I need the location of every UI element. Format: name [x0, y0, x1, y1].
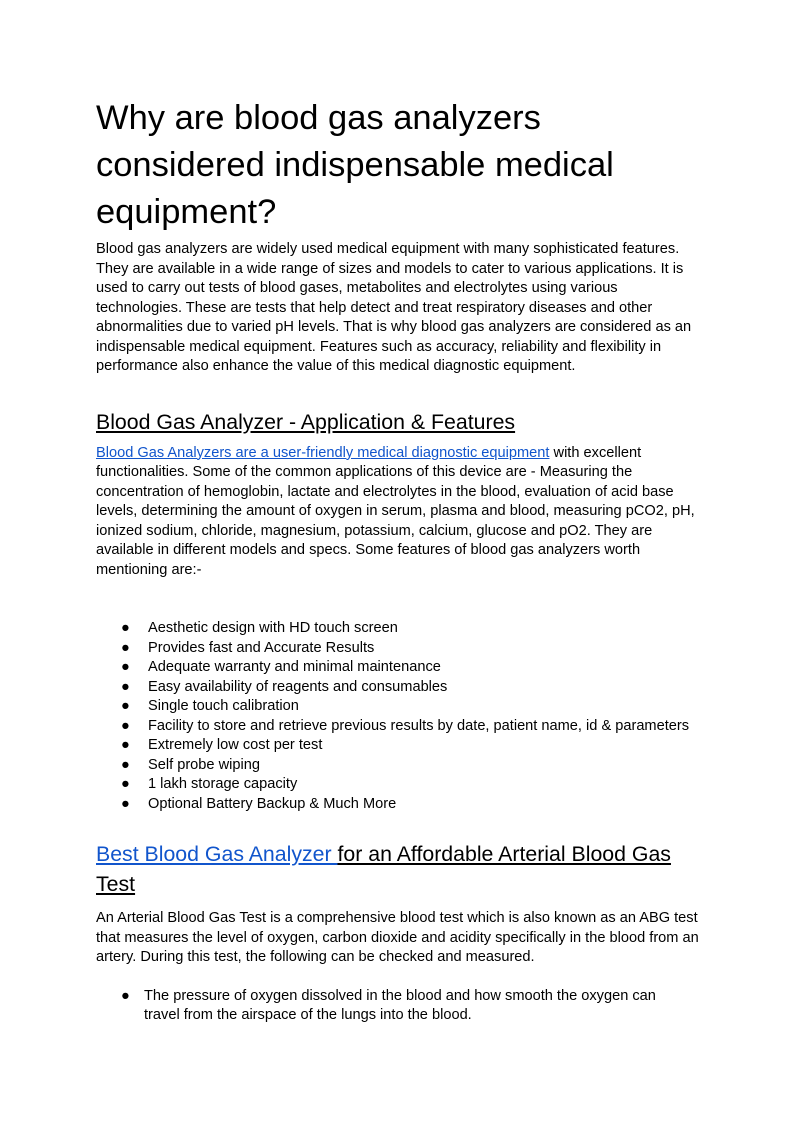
list-item [96, 756, 699, 776]
application-paragraph [96, 444, 699, 581]
intro-paragraph: Blood gas analyzers are widely used medical equipment with many sophisticated features. They are available in a wide range of sizes and models to cater to various applications. It is used to carry out tests of blood gases, metabolites and electrolytes using various technologies. These are tests that help detect and treat respiratory diseases and other abnormalities due to varied pH levels. That is why blood gas analyzers are considered as an indispensable medical equipment. Features such as accuracy, reliability and flexibility in performance also enhance the value of this medical diagnostic equipment. [96, 241, 692, 374]
features-list [96, 619, 699, 814]
application-paragraph-text: with excellent functionalities. Some of the common applications of this device are - Measuring the concentration of hemoglobin, lactate and electrolytes in the blood, evaluation of acid base levels, determining the amount of oxygen in serum, plasma and blood, measuring pCO2, pH, ionized sodium, chloride, magnesium, potassium, calcium, glucose and pO2. They are available in different models and specs. Some features of blood gas analyzers worth mentioning are:- [96, 444, 695, 578]
list-item [96, 619, 699, 639]
list-item-text: Single touch calibration [148, 698, 299, 714]
abg-paragraph: An Arterial Blood Gas Test is a comprehensive blood test which is also known as an ABG test that measures the level of oxygen, carbon dioxide and acidity specifically in the blood from an artery. During this test, the following can be checked and measured. [96, 910, 699, 965]
list-item-text: Easy availability of reagents and consumables [148, 678, 448, 695]
bullet-icon: ● [121, 776, 130, 792]
bullet-icon: ● [121, 659, 130, 675]
page-title: Why are blood gas analyzers considered indispensable medical equipment? [96, 99, 614, 231]
list-item-text: 1 lakh storage capacity [148, 776, 298, 792]
list-item-text: Extremely low cost per test [148, 737, 323, 753]
bullet-icon: ● [121, 678, 130, 695]
section-heading-text: Blood Gas Analyzer - Application & Features [96, 409, 516, 434]
list-item [96, 795, 699, 815]
best-blood-gas-analyzer-link[interactable]: Best Blood Gas Analyzer [96, 842, 338, 866]
bullet-icon: ● [121, 756, 130, 773]
list-item [96, 658, 699, 678]
bullet-icon: ● [121, 717, 130, 734]
list-item [96, 697, 699, 717]
list-item-text: Optional Battery Backup & Much More [148, 795, 397, 812]
list-item-text: The pressure of oxygen dissolved in the blood and how smooth the oxygen can travel from the airspace of the lungs into the blood. [144, 987, 656, 1023]
section-heading-text: for an Affordable Arterial Blood Gas Test [96, 842, 671, 896]
list-item [96, 678, 699, 698]
bullet-icon: ● [121, 987, 130, 1004]
blood-gas-analyzers-link[interactable]: Blood Gas Analyzers are a user-friendly medical diagnostic equipment [96, 444, 550, 461]
list-item-text: Self probe wiping [148, 756, 260, 773]
list-item-text: Facility to store and retrieve previous results by date, patient name, id & parameters [148, 717, 690, 734]
section-heading-abg-test [96, 839, 699, 899]
abg-measures-list [96, 987, 699, 1026]
list-item-text: Adequate warranty and minimal maintenance [148, 659, 441, 675]
section-heading-application-features [96, 407, 699, 437]
list-item-text: Aesthetic design with HD touch screen [148, 620, 398, 636]
list-item [96, 775, 699, 795]
bullet-icon: ● [121, 620, 130, 636]
list-item-text: Provides fast and Accurate Results [148, 639, 375, 656]
list-item [96, 736, 699, 756]
bullet-icon: ● [121, 698, 130, 714]
bullet-icon: ● [121, 737, 130, 753]
list-item [96, 639, 699, 659]
list-item [96, 717, 699, 737]
bullet-icon: ● [121, 639, 130, 656]
list-item [96, 987, 699, 1026]
bullet-icon: ● [121, 795, 130, 812]
